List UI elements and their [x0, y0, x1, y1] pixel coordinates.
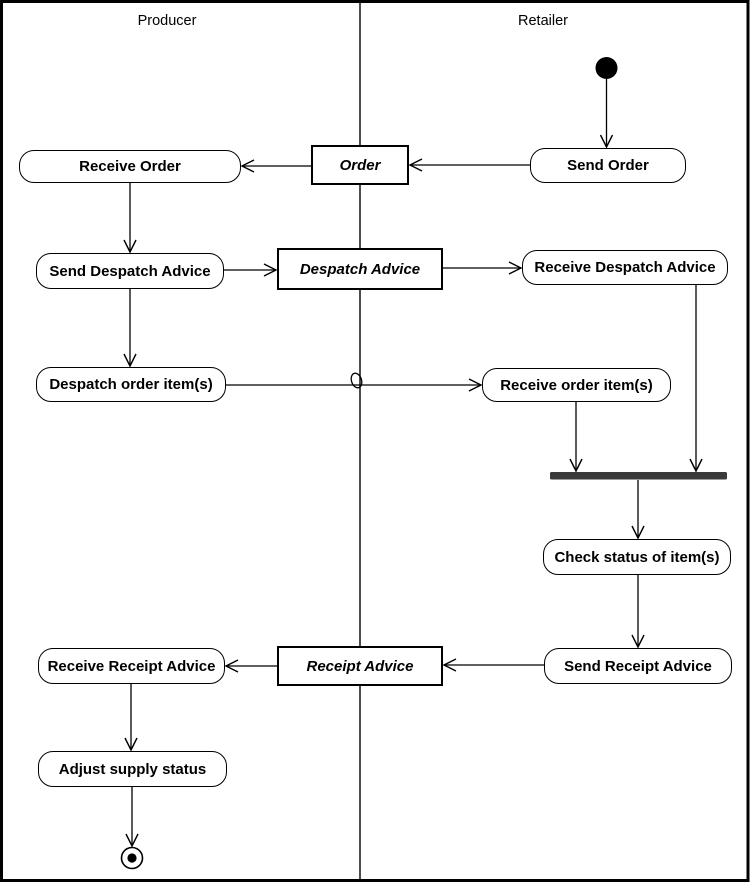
end-node-dot	[127, 853, 136, 862]
object-receipt-advice-label: Receipt Advice	[306, 657, 414, 675]
lane-title-retailer	[360, 13, 726, 29]
lane-title-retailer-label: Retailer	[518, 13, 568, 29]
object-receipt-advice	[277, 646, 443, 686]
activity-receive-order-items	[482, 368, 671, 402]
activity-send-receipt-advice-label: Send Receipt Advice	[564, 657, 712, 675]
activity-despatch-order-items-label: Despatch order item(s)	[49, 376, 213, 393]
activity-despatch-order-items	[36, 367, 226, 402]
line-hop-loop	[349, 372, 363, 389]
activity-receive-receipt-advice	[38, 648, 225, 684]
activity-adjust-supply-status-label: Adjust supply status	[58, 760, 207, 778]
activity-send-order	[530, 148, 686, 183]
activity-send-order-label: Send Order	[567, 157, 649, 174]
lane-title-producer-label: Producer	[137, 13, 197, 29]
start-node	[596, 57, 618, 79]
object-order	[311, 145, 409, 185]
activity-send-receipt-advice	[544, 648, 732, 684]
activity-receive-despatch-advice-label: Receive Despatch Advice	[534, 259, 716, 276]
activity-receive-receipt-advice-label: Receive Receipt Advice	[47, 657, 216, 675]
object-despatch-advice	[277, 248, 443, 290]
activity-receive-order-label: Receive Order	[79, 158, 181, 175]
activity-receive-despatch-advice	[522, 250, 728, 285]
diagram-frame	[2, 2, 749, 881]
activity-receive-order-items-label: Receive order item(s)	[500, 376, 653, 394]
join-bar	[550, 472, 727, 480]
object-despatch-advice-label: Despatch Advice	[299, 260, 421, 278]
activity-adjust-supply-status	[38, 751, 227, 787]
activity-send-despatch-advice	[36, 253, 224, 289]
activity-send-despatch-advice-label: Send Despatch Advice	[49, 262, 211, 280]
activity-check-status-of-items-label: Check status of item(s)	[554, 548, 720, 566]
activity-check-status-of-items	[543, 539, 731, 575]
lane-title-producer	[0, 13, 334, 29]
object-order-label: Order	[339, 156, 381, 174]
activity-receive-order	[19, 150, 241, 183]
